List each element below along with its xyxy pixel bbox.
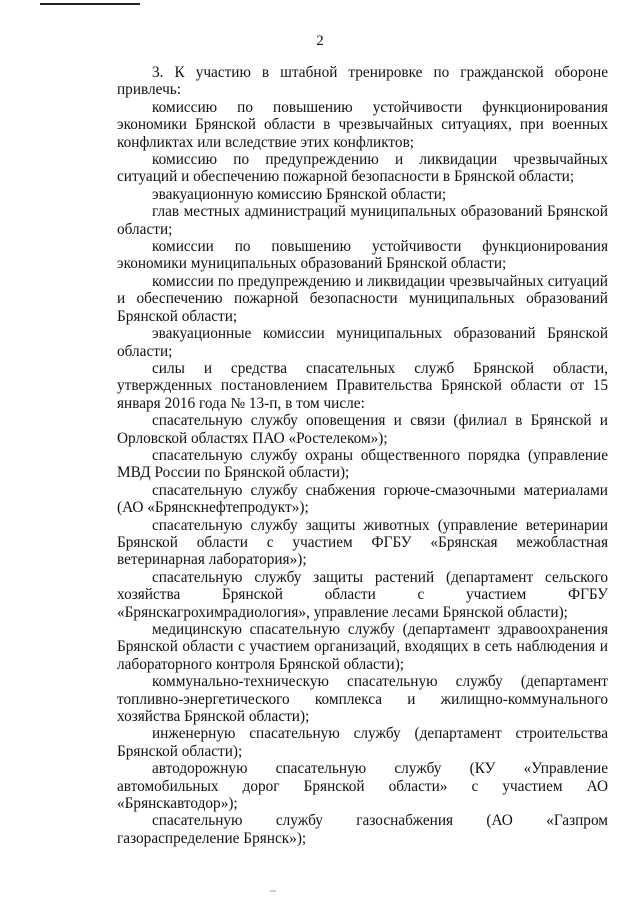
paragraph: силы и средства спасательных служб Брянской области, утвержденных постановлением Правительства Брянской области от 15 января 2016 года № 13-п, в том числе: [117, 359, 608, 412]
paragraph: спасательную службу газоснабжения (АО «Газпром газораспределение Брянск»); [117, 812, 608, 847]
paragraph: инженерную спасательную службу (департамент строительства Брянской области); [117, 725, 608, 760]
paragraph: автодорожную спасательную службу (КУ «Управление автомобильных дорог Брянской области» с участием АО «Брянскавтодор»); [117, 760, 608, 813]
paragraph: 3. К участию в штабной тренировке по гражданской обороне привлечь: [117, 64, 608, 99]
paragraph: спасательную службу охраны общественного порядка (управление МВД России по Брянской области); [117, 446, 608, 482]
scan-speck [270, 890, 276, 892]
header-rule [40, 3, 140, 5]
paragraph: коммунально-техническую спасательную службу (департамент топливно-энергетического комплекса и жилищно-коммунального хозяйства Брянской области); [117, 673, 608, 726]
paragraph: эвакуационную комиссию Брянской области; [152, 185, 447, 203]
paragraph: комиссию по повышению устойчивости функционирования экономики Брянской области в чрезвычайных ситуациях, при военных конфликтах или вследствие этих конфликтов; [117, 98, 608, 151]
paragraph: глав местных администраций муниципальных образований Брянской области; [117, 203, 608, 238]
paragraph: комиссии по предупреждению и ликвидации чрезвычайных ситуаций и обеспечению пожарной безопасности муниципальных образований Брянской области; [117, 272, 608, 325]
paragraph: спасательную службу оповещения и связи (филиал в Брянской и Орловской областях ПАО «Ростелеком»); [117, 412, 608, 447]
paragraph: спасательную службу снабжения горюче-смазочными материалами (АО «Брянскнефтепродукт»); [117, 481, 608, 517]
paragraph: комиссию по предупреждению и ликвидации чрезвычайных ситуаций и обеспечению пожарной безопасности в Брянской области; [117, 151, 608, 186]
page-number: 2 [316, 33, 324, 49]
paragraph: спасательную службу защиты животных (управление ветеринарии Брянской области с участием ФГБУ «Брянская межобластная ветеринарная лаборатория»); [117, 516, 608, 569]
paragraph: эвакуационные комиссии муниципальных образований Брянской области; [117, 325, 608, 360]
paragraph: медицинскую спасательную службу (департамент здравоохранения Брянской области с участием организаций, входящих в сеть наблюдения и лабораторного контроля Брянской области); [117, 621, 608, 673]
document-body [117, 64, 608, 847]
paragraph: спасательную службу защиты растений (департамент сельского хозяйства Брянской области с участием ФГБУ «Брянскагрохимрадиология», управление лесами Брянской области); [117, 568, 608, 621]
paragraph: комиссии по повышению устойчивости функционирования экономики муниципальных образований Брянской области; [117, 238, 608, 273]
